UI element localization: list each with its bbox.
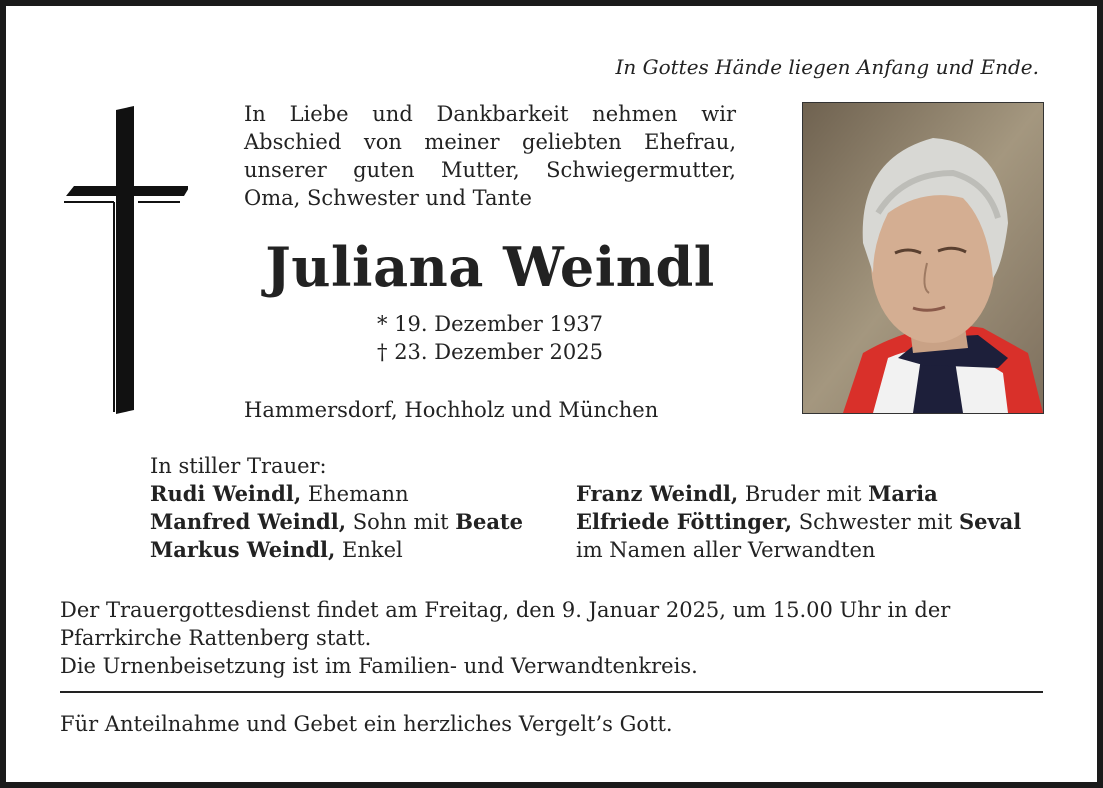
mourner-name: Elfriede Föttinger, — [576, 509, 793, 534]
thanks-text: Für Anteilnahme und Gebet ein herzliches Vergelt’s Gott. — [60, 712, 673, 736]
deceased-name: Juliana Weindl — [265, 235, 715, 299]
mourner-name: Franz Weindl, — [576, 481, 739, 506]
mourner-line — [150, 480, 523, 508]
portrait-photo — [802, 102, 1044, 414]
service-line: Der Trauergottesdienst findet am Freitag, den 9. Januar 2025, um 15.00 Uhr in der — [60, 598, 951, 622]
mourner-relation: Enkel — [335, 538, 403, 562]
cross-icon — [58, 102, 188, 414]
mourner-line — [576, 536, 1021, 564]
service-info — [60, 596, 1046, 680]
mourner-name: Manfred Weindl, — [150, 509, 347, 534]
mourner-relation: Schwester mit — [792, 510, 959, 534]
places: Hammersdorf, Hochholz und München — [244, 398, 659, 422]
intro-line: In Liebe und Dankbarkeit nehmen wir — [244, 102, 736, 126]
life-dates — [244, 310, 736, 366]
mourner-partner: Beate — [455, 509, 523, 534]
mourner-relation: Ehemann — [301, 482, 409, 506]
mourner-partner: Maria — [868, 481, 938, 506]
mourner-relation: Sohn mit — [346, 510, 456, 534]
divider — [60, 691, 1043, 693]
birth-date: * 19. Dezember 1937 — [377, 312, 603, 336]
mourner-relation: im Namen aller Verwandten — [576, 538, 876, 562]
portrait-icon — [803, 103, 1043, 413]
intro-line: unserer guten Mutter, Schwiegermutter, — [244, 158, 736, 182]
intro-line: Oma, Schwester und Tante — [244, 186, 532, 210]
death-date: † 23. Dezember 2025 — [377, 340, 603, 364]
intro-line: Abschied von meiner geliebten Ehefrau, — [244, 130, 736, 154]
mourner-name: Rudi Weindl, — [150, 481, 302, 506]
mourner-line — [576, 480, 1021, 508]
service-line: Pfarrkirche Rattenberg statt. — [60, 626, 372, 650]
mourner-line — [576, 508, 1021, 536]
mourners-left — [150, 452, 523, 564]
mourner-relation: Bruder mit — [738, 482, 869, 506]
service-line: Die Urnenbeisetzung ist im Familien- und Verwandtenkreis. — [60, 654, 698, 678]
motto: In Gottes Hände liegen Anfang und Ende. — [615, 55, 1039, 79]
mourners-heading: In stiller Trauer: — [150, 454, 327, 478]
intro-text — [244, 100, 736, 212]
mourner-line — [150, 536, 523, 564]
mourners-right — [576, 480, 1021, 564]
mourner-line — [150, 508, 523, 536]
mourner-name: Markus Weindl, — [150, 537, 336, 562]
mourner-partner: Seval — [958, 509, 1022, 534]
